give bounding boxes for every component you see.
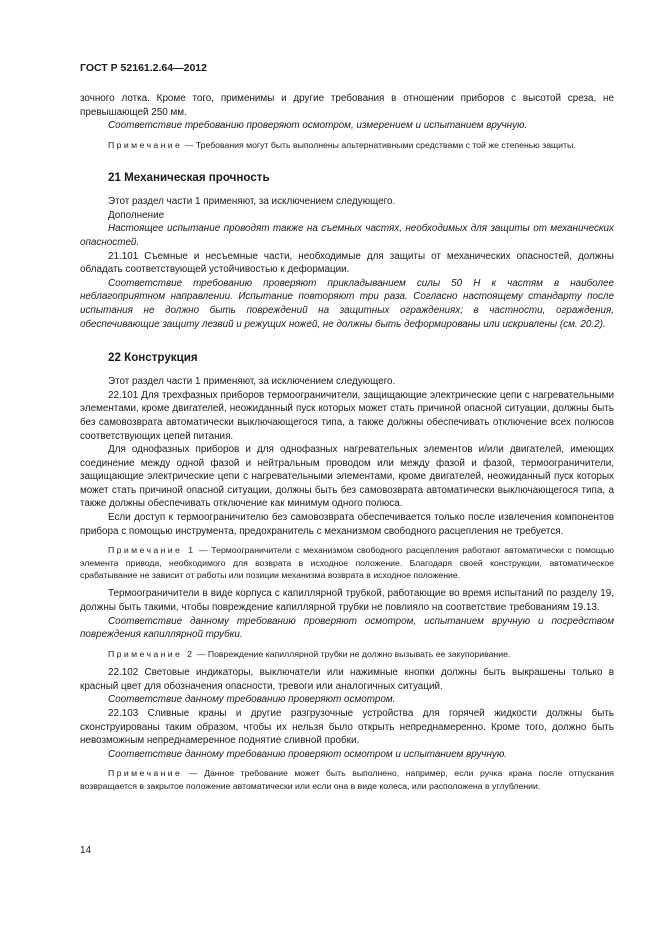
section22-note1 [80, 544, 614, 581]
section21-addition-label: Дополнение [108, 209, 165, 221]
paragraph-22-103: 22.103 Сливные краны и другие разгрузочные устройства для горячей жидкости должны быть сконструированы таким образом, чтобы их нельзя было открыть непреднамеренно. Кроме того, должно быть невозможным непреднамеренное поднятие сливной пробки. [80, 708, 614, 747]
section20-compliance: Соответствие требованию проверяют осмотром, измерением и испытанием вручную. [108, 120, 528, 132]
paragraph-access: Если доступ к термоограничителю без самовозврата обеспечивается только после извлечения компонентов прибора с помощью инструмента, предохранитель с механизмом свободного расцепления не требуется. [80, 512, 614, 537]
section22-intro: Этот раздел части 1 применяют, за исключением следующего. [108, 376, 396, 388]
section22-note3 [80, 767, 614, 792]
note1-label: Примечание 1 [108, 545, 196, 556]
section22-note2 [80, 648, 614, 660]
paragraph-capillary: Термоограничители в виде корпуса с капиллярной трубкой, работающие во время испытаний по разделу 19, должны быть такими, чтобы повреждение капиллярной трубки не повлияло на соответствие требованиям 19.13. [80, 588, 614, 614]
section22-heading: 22 Конструкция [108, 351, 198, 365]
paragraph-22-101: 22.101 Для трехфазных приборов термоограничители, защищающие электрические цепи с нагревательными элементами, кроме двигателей, неожиданный пуск которых может стать причиной опасной ситуации, должны быть без самовозврата автоматически выключающегося типа, а также должны обеспечивать отключение всех полюсов соответствующих цепей питания. [80, 389, 614, 442]
section21-compliance: Соответствие требованию проверяют прикладыванием силы 50 Н к частям в наиболее неблагоприятном направлении. Испытание повторяют три раза. Согласно настоящему стандарту после испытания не должно быть повреждений на защитных ограждениях; в частности, ограждения, обеспечивающие защиту лезвий и режущих ножей, не должны быть деформированы или искривлены (см. 20.2). [80, 277, 614, 330]
section22-compliance3: Соответствие данному требованию проверяют осмотром и испытанием вручную. [108, 748, 508, 760]
page-number: 14 [80, 845, 92, 856]
paragraph-22-102: 22.102 Световые индикаторы, выключатели или нажимные кнопки должны быть выкрашены только в красный цвет для обозначения опасности, тревоги или аналогичных ситуаций. [80, 667, 614, 692]
note2-label: Примечание 2 [108, 648, 195, 659]
section20-tail-text: зочного лотка. Кроме того, применимы и другие требования в отношении приборов с высотой среза, не превышающей 250 мм. [80, 93, 614, 118]
paragraph-single-phase: Для однофазных приборов и для однофазных нагревательных элементов и/или двигателей, имеющих соединение между одной фазой и нейтральным проводом или между фазой и фазой, термоограничители, защищающие электрические цепи с нагревательными элементами, кроме двигателей, неожиданный пуск которых может стать причиной опасной ситуации, должны быть без самовозврата автоматически выключающегося типа, а также должны обеспечивать отключение как минимум одного полюса. [80, 444, 614, 510]
section21-addition-text: Настоящее испытание проводят также на съемных частях, необходимых для защиты от механических опасностей. [80, 223, 614, 248]
section21-intro: Этот раздел части 1 применяют, за исключением следующего. [108, 196, 396, 208]
document-header: ГОСТ Р 52161.2.64—2012 [80, 62, 207, 74]
note2-text: — Повреждение капиллярной трубки не должно вызывать ее закупоривание. [194, 648, 511, 659]
note1-text: — Термоограничители с механизмом свободного расцепления работают автоматически с помощью элемента привода, необходимого для возврата в исходное положение. Благодаря своей конструкции, автоматическое срабатывание не зависит от работы или позиции механизма возврата в исходное положение. [80, 545, 614, 581]
note-text: — Требования могут быть выполнены альтернативными средствами с той же степенью защиты. [182, 139, 576, 150]
note3-text: — Данное требование может быть выполнено, например, если ручка крана после отпускания возвращается в закрытое положение автоматически или если она в виде колеса, или расположена в углублении. [80, 768, 614, 791]
section20-note [80, 139, 614, 151]
note-label: Примечание [108, 139, 183, 150]
document-page [80, 62, 614, 792]
section22-compliance1: Соответствие данному требованию проверяют осмотром, испытанием вручную и посредством повреждения капиллярной трубки. [80, 615, 614, 641]
section22-compliance2: Соответствие данному требованию проверяют осмотром. [108, 694, 396, 706]
note3-label: Примечание [108, 768, 183, 779]
section21-heading: 21 Механическая прочность [108, 171, 270, 185]
paragraph-21-101: 21.101 Съемные и несъемные части, необходимые для защиты от механических опасностей, должны обладать соответствующей устойчивостью к деформации. [80, 250, 614, 276]
